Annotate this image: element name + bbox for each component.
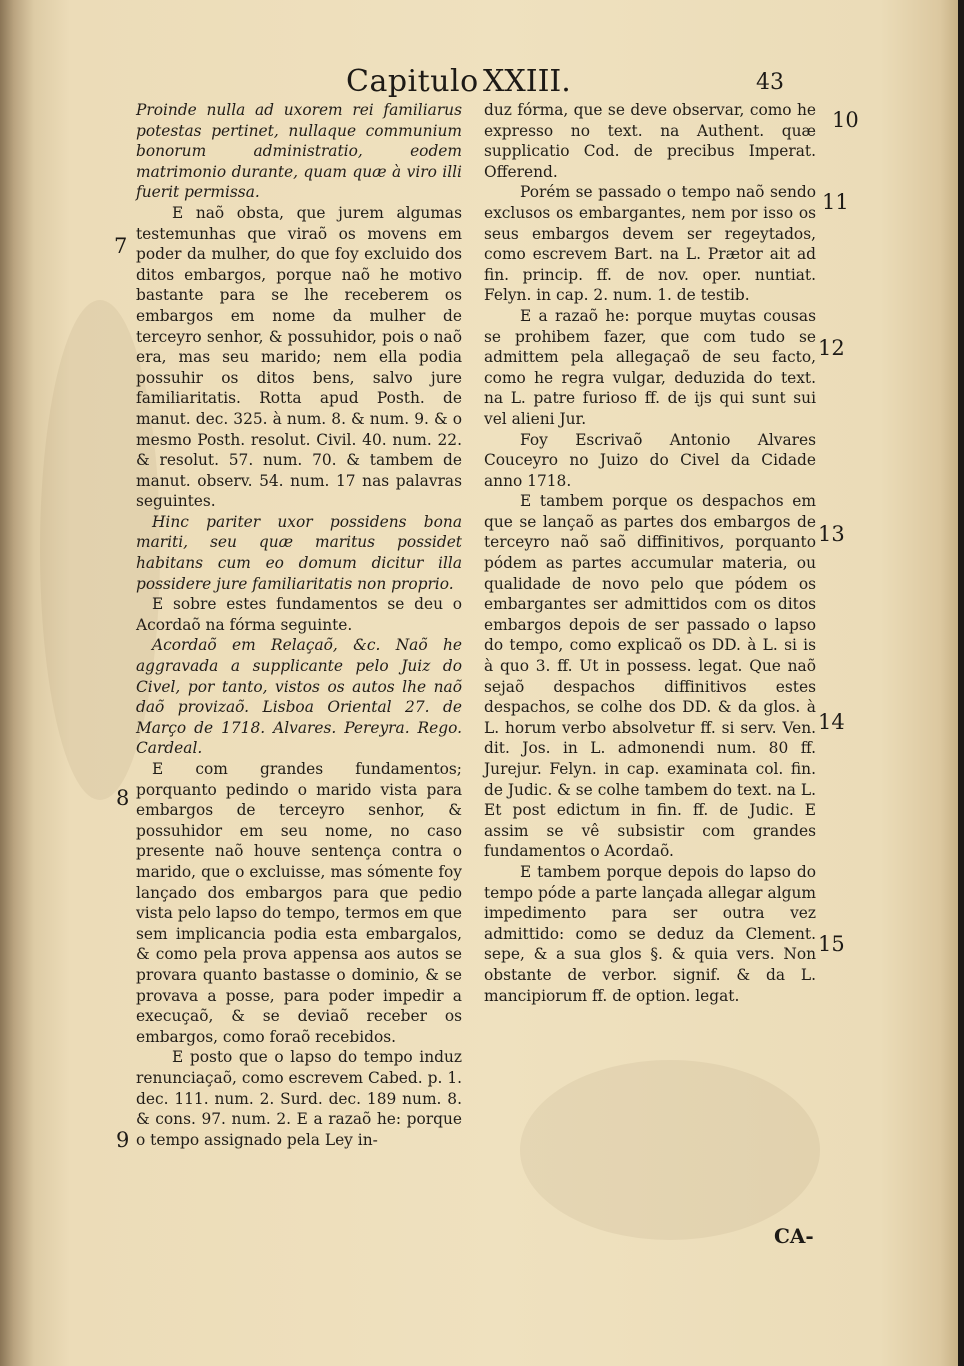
margin-number-15: 15 bbox=[818, 932, 845, 956]
bleed-through-stain bbox=[520, 1060, 820, 1240]
catchword: CA- bbox=[774, 1224, 814, 1248]
paragraph: Foy Escrivaõ Antonio Alvares Couceyro no Juizo do Civel da Cidade anno 1718. bbox=[484, 430, 816, 490]
paragraph: E tambem porque os despachos em que se lançaõ as partes dos embargos de terceyro naõ saõ diffinitivos, porquanto pódem as partes accumular materia, ou qualidade de novo pelo que pódem os embargantes ser admittidos com os ditos embargos depois de ser passado o lapso do tempo, como explicaõ os DD. à L. si is à quo 3. ff. Ut in possess. legat. Que naõ sejaõ despachos diffinitivos estes despachos, se colhe dos DD. & da glos. à L. horum verbo absolvetur ff. si serv. Ven. dit. Jos. in L. admonendi num. 80 ff. Jurejur. Felyn. in cap. examinata col. fin. de Judic. & se colhe tambem do text. na L. Et post edictum in fin. ff. de Judic. E assim se vê subsistir com grandes fundamentos o Acordaõ. bbox=[484, 492, 816, 861]
margin-number-8: 8 bbox=[116, 786, 130, 810]
left-text-column bbox=[136, 100, 462, 1150]
margin-number-9: 9 bbox=[116, 1128, 130, 1152]
margin-number-12: 12 bbox=[818, 336, 845, 360]
margin-number-10: 10 bbox=[832, 108, 859, 132]
header-title: Capitulo bbox=[346, 64, 479, 99]
paragraph: E naõ obsta, que jurem algumas testemunhas que viraõ os movens em poder da mulher, do que foy excluido dos ditos embargos, porque naõ he motivo bastante para se lhe receberem os embargos em nome da mulher de terceyro senhor, & possuhidor, pois o naõ era, mas seu marido; nem ella podia possuhir os ditos bens, salvo jure familiaritatis. Rotta apud Posth. de manut. dec. 325. à num. 8. & num. 9. & o mesmo Posth. resolut. Civil. 40. num. 22. & resolut. 57. num. 70. & tambem de manut. observ. 54. num. 17 nas palavras seguintes. bbox=[136, 203, 462, 511]
margin-number-7: 7 bbox=[114, 234, 128, 258]
paragraph: duz fórma, que se deve observar, como he expresso no text. na Authent. quæ supplicatio Cod. de precibus Imperat. Offerend. bbox=[484, 101, 816, 181]
paragraph: E posto que o lapso do tempo induz renunciaçaõ, como escrevem Cabed. p. 1. dec. 111. num. 2. Surd. dec. 189 num. 8. & cons. 97. num. 2. E a razaõ he: porque o tempo assignado pela Ley in- bbox=[136, 1048, 462, 1149]
margin-number-13: 13 bbox=[818, 522, 845, 546]
paragraph: Proinde nulla ad uxorem rei familiarus potestas pertinet, nullaque communium bonorum administratio, eodem matrimonio durante, quam quæ à viro illi fuerit permissa. bbox=[136, 101, 462, 202]
paragraph: Porém se passado o tempo naõ sendo exclusos os embargantes, nem por isso os seus embargos devem ser regeytados, como escrevem Bart. na L. Prætor ait ad fin. princip. ff. de nov. oper. nuntiat. Felyn. in cap. 2. num. 1. de testib. bbox=[484, 183, 816, 305]
page-number: 43 bbox=[756, 70, 784, 95]
paragraph: E a razaõ he: porque muytas cousas se prohibem fazer, que com tudo se admittem pela allegaçaõ de seu facto, como he regra vulgar, deduzida do text. na L. patre furioso ff. de ijs qui sunt sui vel alieni Jur. bbox=[484, 306, 816, 428]
dark-background-edge bbox=[958, 0, 964, 1366]
paragraph: Hinc pariter uxor possidens bona mariti, seu quæ maritus possidet habitans cum eo domum dicitur illa possidere jure familiaritatis non proprio. bbox=[136, 512, 462, 593]
paragraph: E sobre estes fundamentos se deu o Acordaõ na fórma seguinte. bbox=[136, 595, 462, 634]
paragraph: E com grandes fundamentos; porquanto pedindo o marido vista para embargos de terceyro senhor, & possuhidor em seu nome, no caso presente naõ houve sentença contra o marido, que o excluisse, mas sómente foy lançado dos embargos para que pedio vista pelo lapso do tempo, termos em que sem implicancia podia esta embargalos, & como pela prova appensa aos autos se provara quanto bastasse o dominio, & se provava a posse, para poder impedir a execuçaõ, & se deviaõ receber os embargos, como foraõ recebidos. bbox=[136, 760, 462, 1046]
right-text-column bbox=[484, 100, 816, 1006]
margin-number-11: 11 bbox=[822, 190, 849, 214]
paragraph: E tambem porque depois do lapso do tempo póde a parte lançada allegar algum impedimento para ser outra vez admittido: como se deduz da Clement. sepe, & a sua glos §. & quia vers. Non obstante de verbor. signif. & da L. mancipiorum ff. de option. legat. bbox=[484, 862, 816, 1005]
header-chapter-number: XXIII. bbox=[483, 64, 571, 99]
paragraph: Acordaõ em Relaçaõ, &c. Naõ he aggravada a supplicante pelo Juiz do Civel, por tanto, vistos os autos lhe naõ daõ provizaõ. Lisboa Oriental 27. de Março de 1718. Alvares. Pereyra. Rego. Cardeal. bbox=[136, 636, 462, 758]
margin-number-14: 14 bbox=[818, 710, 845, 734]
